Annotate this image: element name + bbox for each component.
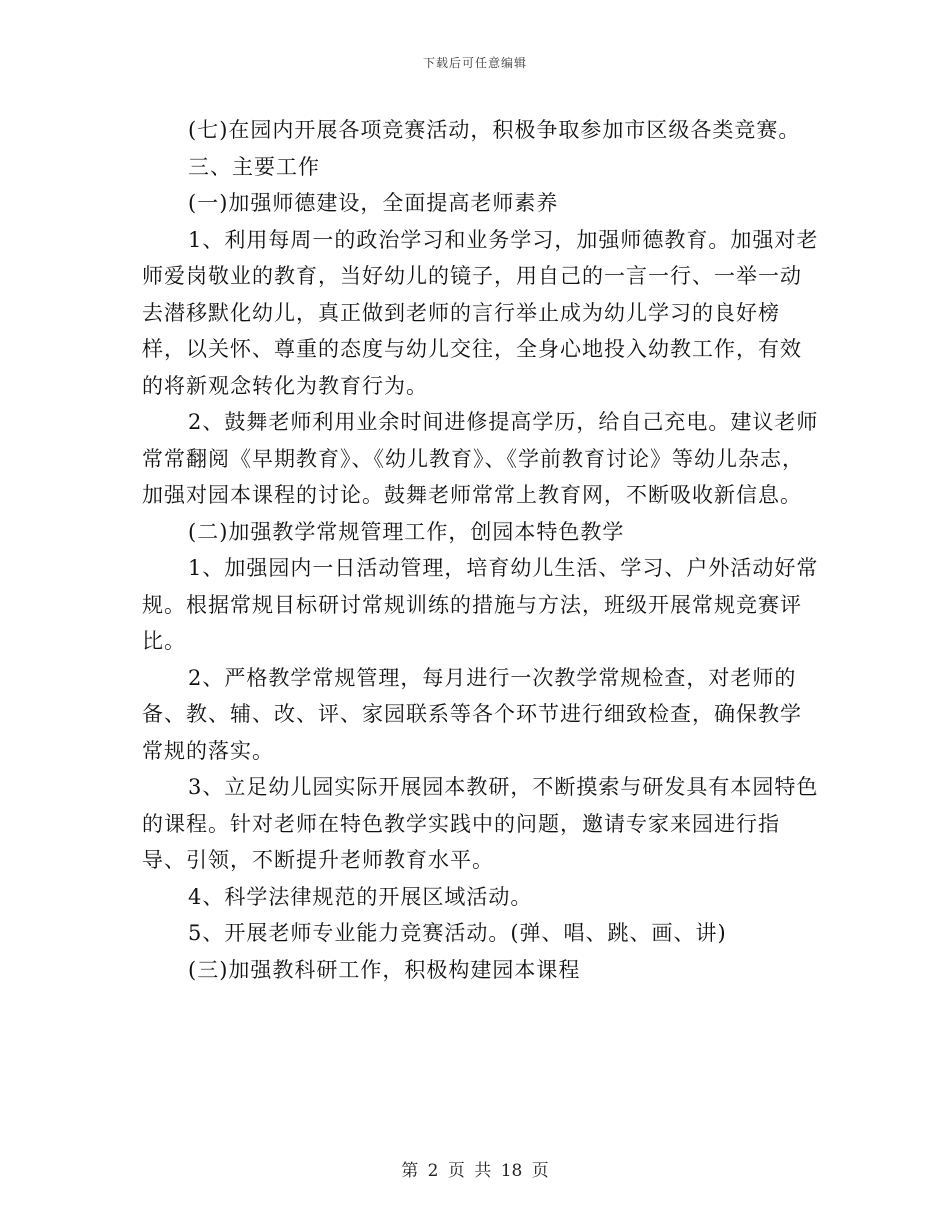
paragraph-ethics-2: 2、鼓舞老师利用业余时间进修提高学历，给自己充电。建议老师常常翻阅《早期教育》、《幼儿教育》、《学前教育讨论》等幼儿杂志，加强对园本课程的讨论。鼓舞老师常常上教育网，不断吸收新信息。: [142, 410, 819, 507]
document-body: [142, 112, 822, 988]
paragraph-teaching-1: 1、加强园内一日活动管理，培育幼儿生活、学习、户外活动好常规。根据常规目标研讨常规训练的措施与方法，班级开展常规竞赛评比。: [142, 556, 819, 653]
paragraph-teaching-5: 5、开展老师专业能力竞赛活动。(弹、唱、跳、画、讲): [188, 921, 727, 945]
paragraph-teaching-3: 3、立足幼儿园实际开展园本教研，不断摸索与研发具有本园特色的课程。针对老师在特色教学实践中的问题，邀请专家来园进行指导、引领，不断提升老师教育水平。: [142, 775, 819, 872]
page-number-footer: 第 2 页 共 18 页: [401, 1161, 549, 1181]
paragraph-ethics-1: 1、利用每周一的政治学习和业务学习，加强师德教育。加强对老师爱岗敬业的教育，当好幼儿的镜子，用自己的一言一行、一举一动去潜移默化幼儿，真正做到老师的言行举止成为幼儿学习的良好榜样，以关怀、尊重的态度与幼儿交往，全身心地投入幼教工作，有效的将新观念转化为教育行为。: [142, 227, 819, 398]
subsection-heading-teaching: (二)加强教学常规管理工作，创园本特色教学: [188, 519, 625, 544]
paragraph-teaching-4: 4、科学法律规范的开展区域活动。: [188, 884, 533, 909]
section-heading-main-work: 三、主要工作: [188, 154, 320, 179]
subsection-heading-research: (三)加强教科研工作，积极构建园本课程: [188, 957, 581, 982]
paragraph-competitions: (七)在园内开展各项竞赛活动，积极争取参加市区级各类竞赛。: [188, 118, 801, 142]
subsection-heading-ethics: (一)加强师德建设，全面提高老师素养: [188, 191, 559, 215]
page-header-note: 下载后可任意编辑: [422, 56, 527, 70]
paragraph-teaching-2: 2、严格教学常规管理，每月进行一次教学常规检查，对老师的备、教、辅、改、评、家园联系等各个环节进行细致检查，确保教学常规的落实。: [142, 665, 802, 763]
